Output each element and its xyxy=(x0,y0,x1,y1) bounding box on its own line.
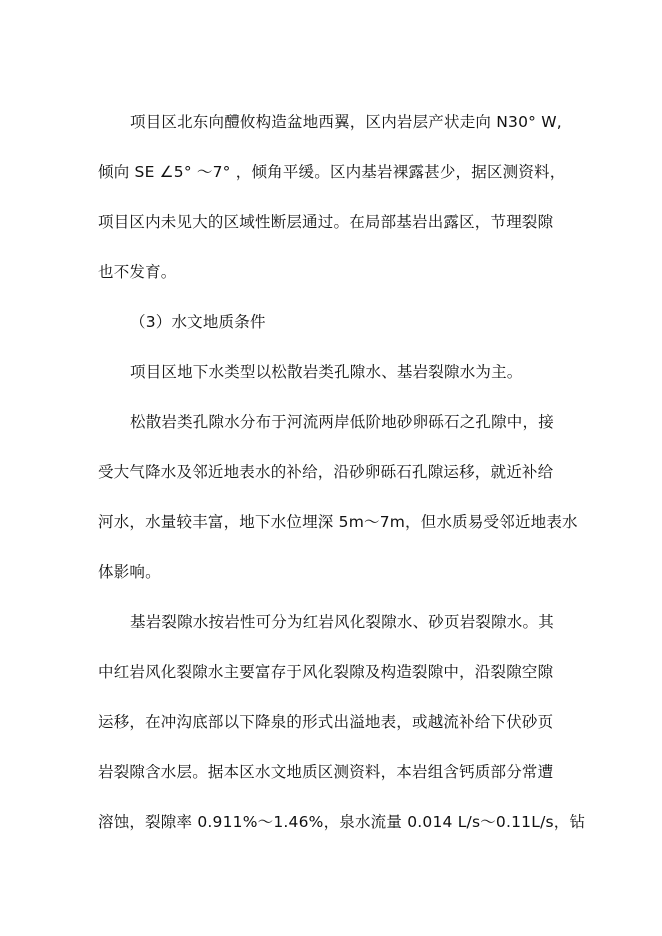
text-line: 中红岩风化裂隙水主要富存于风化裂隙及构造裂隙中，沿裂隙空隙 xyxy=(98,663,554,681)
text-line: 项目区地下水类型以松散岩类孔隙水、基岩裂隙水为主。 xyxy=(130,363,523,381)
text-line: 也不发育。 xyxy=(98,263,177,281)
text-line: 溶蚀，裂隙率 0.911%～1.46%，泉水流量 0.014 L/s～0.11L/s，钻 xyxy=(98,813,586,831)
section-heading: （3）水文地质条件 xyxy=(130,313,266,331)
text-line: 项目区内未见大的区域性断层通过。在局部基岩出露区，节理裂隙 xyxy=(98,213,554,231)
text-line: 河水，水量较丰富，地下水位埋深 5m～7m，但水质易受邻近地表水 xyxy=(98,513,578,531)
text-line: 运移，在冲沟底部以下降泉的形式出溢地表，或越流补给下伏砂页 xyxy=(98,713,554,731)
text-line: 岩裂隙含水层。据本区水文地质区测资料，本岩组含钙质部分常遭 xyxy=(98,763,554,781)
text-line: 项目区北东向醴攸构造盆地西翼，区内岩层产状走向 N30° W, xyxy=(130,113,562,131)
text-line: 受大气降水及邻近地表水的补给，沿砂卵砾石孔隙运移，就近补给 xyxy=(98,463,554,481)
text-line: 松散岩类孔隙水分布于河流两岸低阶地砂卵砾石之孔隙中，接 xyxy=(130,413,554,431)
text-line: 体影响。 xyxy=(98,563,161,581)
text-line: 基岩裂隙水按岩性可分为红岩风化裂隙水、砂页岩裂隙水。其 xyxy=(130,613,554,631)
text-line: 倾向 SE ∠5° ～7° ，倾角平缓。区内基岩裸露甚少，据区测资料， xyxy=(98,163,566,181)
